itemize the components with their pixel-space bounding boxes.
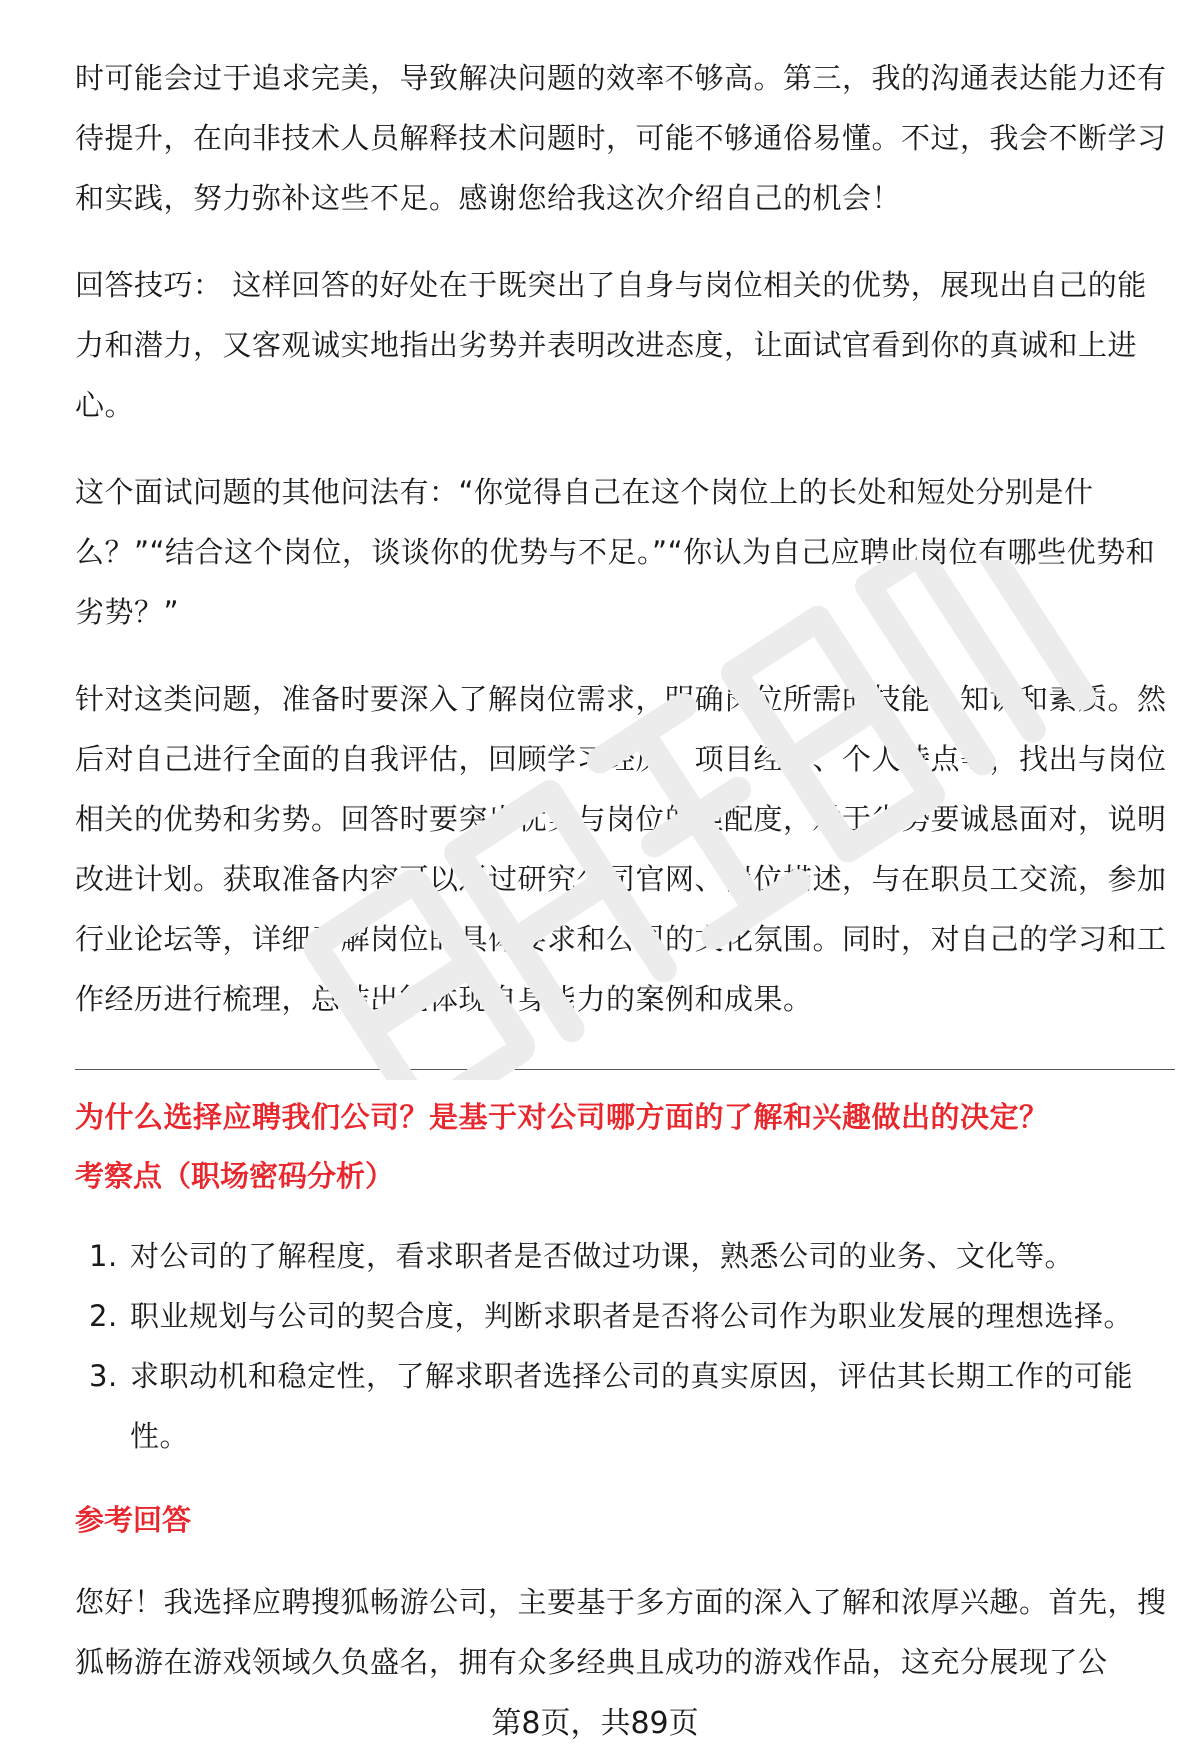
reference-answer-paragraph: 您好！我选择应聘搜狐畅游公司，主要基于多方面的深入了解和浓厚兴趣。首先，搜狐畅游在游戏领域久负盛名，拥有众多经典且成功的游戏作品，这充分展现了公	[75, 1585, 1167, 1679]
list-item	[75, 1286, 1175, 1346]
section-divider	[75, 1069, 1175, 1070]
assessment-points-heading: 考察点（职场密码分析）	[75, 1159, 395, 1193]
list-item	[75, 1346, 1175, 1466]
paragraph-answer-tips: 回答技巧： 这样回答的好处在于既突出了自身与岗位相关的优势，展现出自己的能力和潜力，又客观诚实地指出劣势并表明改进态度，让面试官看到你的真诚和上进心。	[75, 268, 1147, 422]
list-item	[75, 1226, 1175, 1286]
paragraph-continuation: 时可能会过于追求完美，导致解决问题的效率不够高。第三，我的沟通表达能力还有待提升，在向非技术人员解释技术问题时，可能不够通俗易懂。不过，我会不断学习和实践，努力弥补这些不足。感谢您给我这次介绍自己的机会！	[75, 61, 1167, 215]
list-item-number: 1.	[89, 1239, 118, 1273]
question-title: 为什么选择应聘我们公司？是基于对公司哪方面的了解和兴趣做出的决定？	[75, 1100, 1049, 1134]
list-item-number: 2.	[89, 1299, 118, 1333]
paragraph-preparation-advice: 针对这类问题，准备时要深入了解岗位需求，明确岗位所需的技能、知识和素质。然后对自己进行全面的自我评估，回顾学习经历、项目经验、个人特点等，找出与岗位相关的优势和劣势。回答时要突出优势与岗位的匹配度，对于劣势要诚恳面对，说明改进计划。获取准备内容可以通过研究公司官网、岗位描述，与在职员工交流，参加行业论坛等，详细了解岗位的具体要求和公司的文化氛围。同时，对自己的学习和工作经历进行梳理，总结出能体现自身能力的案例和成果。	[75, 682, 1167, 1016]
list-item-number: 3.	[89, 1359, 118, 1393]
reference-answer-heading: 参考回答	[75, 1503, 192, 1537]
paragraph-alternative-questions: 这个面试问题的其他问法有：“你觉得自己在这个岗位上的长处和短处分别是什么？”“结合这个岗位，谈谈你的优势与不足。”“你认为自己应聘此岗位有哪些优势和劣势？”	[75, 475, 1156, 629]
assessment-points-list	[75, 1226, 1175, 1466]
page-number-footer: 第8页，共89页	[491, 1706, 699, 1741]
list-item-text: 求职动机和稳定性，了解求职者选择公司的真实原因，评估其长期工作的可能性。	[130, 1359, 1134, 1453]
list-item-text: 对公司的了解程度，看求职者是否做过功课，熟悉公司的业务、文化等。	[130, 1239, 1075, 1273]
document-page	[75, 48, 1175, 1692]
list-item-text: 职业规划与公司的契合度，判断求职者是否将公司作为职业发展的理想选择。	[130, 1299, 1134, 1333]
